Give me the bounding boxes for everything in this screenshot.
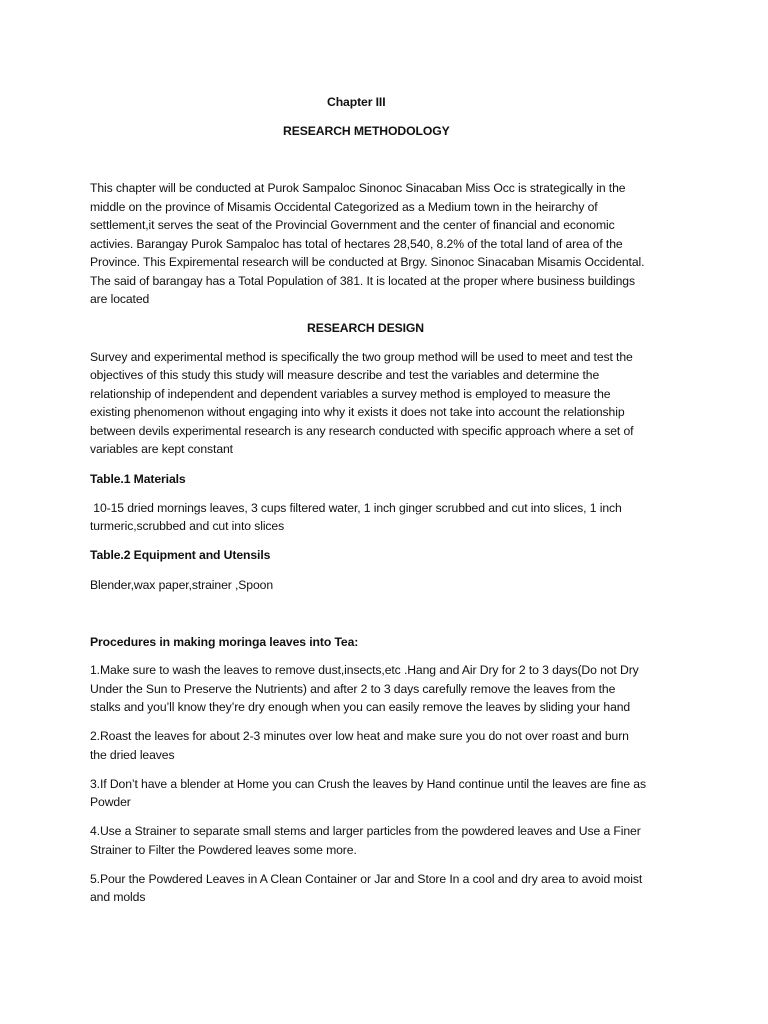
step-line: 2.Roast the leaves for about 2-3 minutes over low heat and make sure you do not over roast and burn [90, 729, 629, 743]
table2-text: Blender,wax paper,strainer ,Spoon [90, 578, 274, 592]
design-line: existing phenomenon without engaging into why it exists it does not take into account the relationship [90, 405, 625, 419]
chapter-title: Chapter III [327, 95, 386, 109]
procedures-heading: Procedures in making moringa leaves into Tea: [90, 635, 359, 649]
table2-heading: Table.2 Equipment and Utensils [90, 548, 271, 562]
step-line: 5.Pour the Powdered Leaves in A Clean Container or Jar and Store In a cool and dry area to avoid moist [90, 872, 643, 886]
table1-line: turmeric,scrubbed and cut into slices [90, 519, 285, 533]
step-line: Under the Sun to Preserve the Nutrients) and after 2 to 3 days carefully remove the leaves from the [90, 682, 616, 696]
design-line: objectives of this study this study will measure describe and test the variables and determine the [90, 368, 600, 382]
intro-line: The said of barangay has a Total Population of 381. It is located at the proper where business buildings [90, 274, 635, 288]
intro-line: Province. This Expiremental research will be conducted at Brgy. Sinonoc Sinacaban Misamis Occidental. [90, 255, 645, 269]
design-line: variables are kept constant [90, 442, 233, 456]
design-line: relationship of independent and dependent variables a survey method is employed to measure the [90, 387, 611, 401]
step-line: the dried leaves [90, 748, 175, 762]
intro-line: are located [90, 292, 150, 306]
chapter-subtitle: RESEARCH METHODOLOGY [283, 124, 450, 138]
intro-line: middle on the province of Misamis Occidental Categorized as a Medium town in the heirarchy of [90, 200, 598, 214]
table1-heading: Table.1 Materials [90, 472, 186, 486]
design-line: Survey and experimental method is specifically the two group method will be used to meet and test the [90, 350, 633, 364]
step-line: and molds [90, 890, 146, 904]
design-line: between devils experimental research is any research conducted with specific approach where a set of [90, 424, 634, 438]
step-line: Powder [90, 795, 131, 809]
step-line: 1.Make sure to wash the leaves to remove dust,insects,etc .Hang and Air Dry for 2 to 3 days(Do not Dry [90, 663, 639, 677]
table1-line: 10-15 dried mornings leaves, 3 cups filtered water, 1 inch ginger scrubbed and cut into slices, 1 inch [90, 501, 622, 515]
intro-line: activies. Barangay Purok Sampaloc has total of hectares 28,540, 8.2% of the total land of area of the [90, 237, 623, 251]
step-line: Strainer to Filter the Powdered leaves some more. [90, 843, 357, 857]
intro-line: This chapter will be conducted at Purok Sampaloc Sinonoc Sinacaban Miss Occ is strategically in the [90, 181, 626, 195]
step-line: stalks and you’ll know they’re dry enough when you can easily remove the leaves by sliding your hand [90, 700, 631, 714]
research-design-heading: RESEARCH DESIGN [307, 321, 425, 335]
step-line: 3.If Don’t have a blender at Home you can Crush the leaves by Hand continue until the leaves are fine as [90, 777, 646, 791]
step-line: 4.Use a Strainer to separate small stems and larger particles from the powdered leaves and Use a Finer [90, 824, 641, 838]
intro-line: settlement,it serves the seat of the Provincial Government and the center of financial and economic [90, 218, 615, 232]
